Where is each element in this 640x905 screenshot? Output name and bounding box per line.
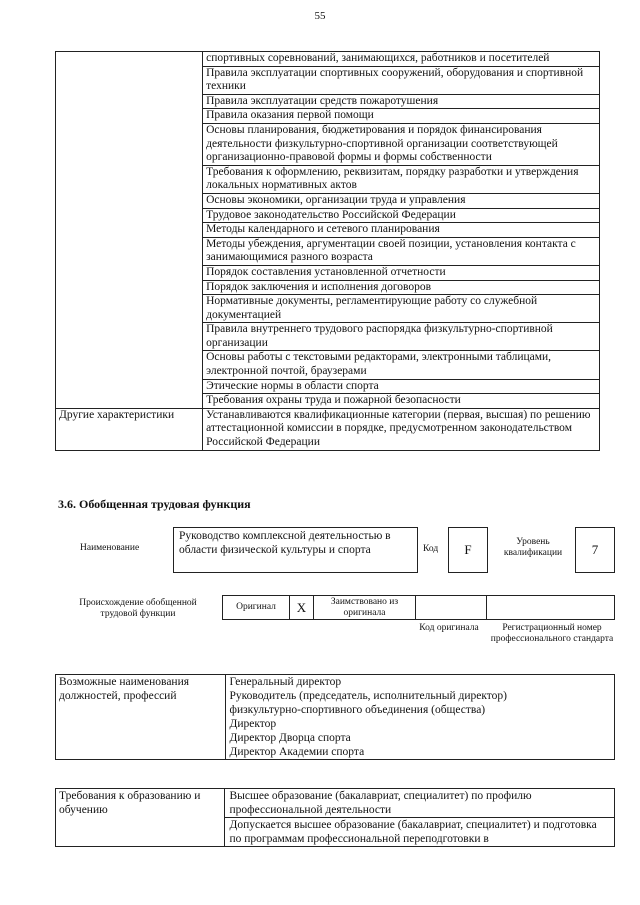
qualification-level-label: Уровень квалификации xyxy=(503,537,563,558)
page-number: 55 xyxy=(314,10,326,22)
table-cell: Требования охраны труда и пожарной безопасности xyxy=(203,394,600,409)
table-cell: Требования к оформлению, реквизитам, порядку разработки и утверждения локальных нормативных актов xyxy=(203,165,600,193)
table-cell: Порядок составления установленной отчетности xyxy=(203,265,600,280)
table-cell: спортивных соревнований, занимающихся, работников и посетителей xyxy=(203,52,600,67)
education-label: Требования к образованию и обучению xyxy=(56,789,225,847)
table-cell: Правила оказания первой помощи xyxy=(203,109,600,124)
original-mark-cell: X xyxy=(289,595,314,620)
position-item: Директор xyxy=(229,718,277,730)
table-row xyxy=(56,789,615,818)
qualification-level-box: 7 xyxy=(575,527,615,573)
position-item: Генеральный директор xyxy=(229,676,342,688)
table-cell: Основы работы с текстовыми редакторами, электронными таблицами, электронной почтой, браузерами xyxy=(203,351,600,379)
education-requirement: Допускается высшее образование (бакалавриат, специалитет) и подготовка по программам профессиональной переподготовки в xyxy=(225,818,615,847)
table-cell-empty xyxy=(56,52,203,409)
table-row xyxy=(56,408,600,450)
table-cell: Правила эксплуатации спортивных сооружений, оборудования и спортивной техники xyxy=(203,66,600,94)
positions-list xyxy=(225,675,614,760)
table-cell: Основы планирования, бюджетирования и порядок финансирования деятельности физкультурно-спортивной организации соответствующей организационно-правовой формы и формы собственности xyxy=(203,123,600,165)
position-item: Руководитель (председатель, исполнительный директор) xyxy=(229,690,508,702)
table-cell: Этические нормы в области спорта xyxy=(203,379,600,394)
table-cell: Методы календарного и сетевого планирования xyxy=(203,223,600,238)
positions-table xyxy=(55,674,615,760)
code-value-box: F xyxy=(448,527,488,573)
section-title: 3.6. Обобщенная трудовая функция xyxy=(58,497,251,511)
position-item: Директор Академии спорта xyxy=(229,746,365,758)
name-label: Наименование xyxy=(80,543,140,553)
education-table xyxy=(55,788,615,847)
code-original-cell xyxy=(415,595,487,620)
table-row xyxy=(56,675,615,760)
table-cell: Основы экономики, организации труда и управления xyxy=(203,193,600,208)
table-cell: Нормативные документы, регламентирующие работу со служебной документацией xyxy=(203,295,600,323)
function-name-box: Руководство комплексной деятельностью в области физической культуры и спорта xyxy=(173,527,418,573)
knowledge-table xyxy=(55,51,600,451)
reg-number-cell xyxy=(486,595,615,620)
table-cell: Правила внутреннего трудового распорядка физкультурно-спортивной организации xyxy=(203,323,600,351)
table-cell: Порядок заключения и исполнения договоров xyxy=(203,280,600,295)
original-label-cell: Оригинал xyxy=(222,595,290,620)
position-item: физкультурно-спортивного объединения (общества) xyxy=(229,704,486,716)
other-characteristics-value: Устанавливаются квалификационные категории (первая, высшая) по решению аттестационной комиссии в порядке, предусмотренном законодательством Российской Федерации xyxy=(203,408,600,450)
borrowed-label-cell: Заимствовано из оригинала xyxy=(313,595,416,620)
position-item: Директор Дворца спорта xyxy=(229,732,351,744)
table-cell: Правила эксплуатации средств пожаротушения xyxy=(203,94,600,109)
origin-label: Происхождение обобщенной трудовой функции xyxy=(79,598,197,619)
education-requirement: Высшее образование (бакалавриат, специалитет) по профилю профессиональной деятельности xyxy=(225,789,615,818)
table-cell: Методы убеждения, аргументации своей позиции, установления контакта с занимающимися разного возраста xyxy=(203,237,600,265)
code-original-label: Код оригинала xyxy=(419,623,479,633)
reg-number-label: Регистрационный номер профессионального стандарта xyxy=(490,623,614,644)
other-characteristics-label: Другие характеристики xyxy=(56,408,203,450)
positions-label: Возможные наименования должностей, профессий xyxy=(56,675,226,760)
code-label: Код xyxy=(423,544,439,554)
table-row xyxy=(56,52,600,67)
table-cell: Трудовое законодательство Российской Федерации xyxy=(203,208,600,223)
